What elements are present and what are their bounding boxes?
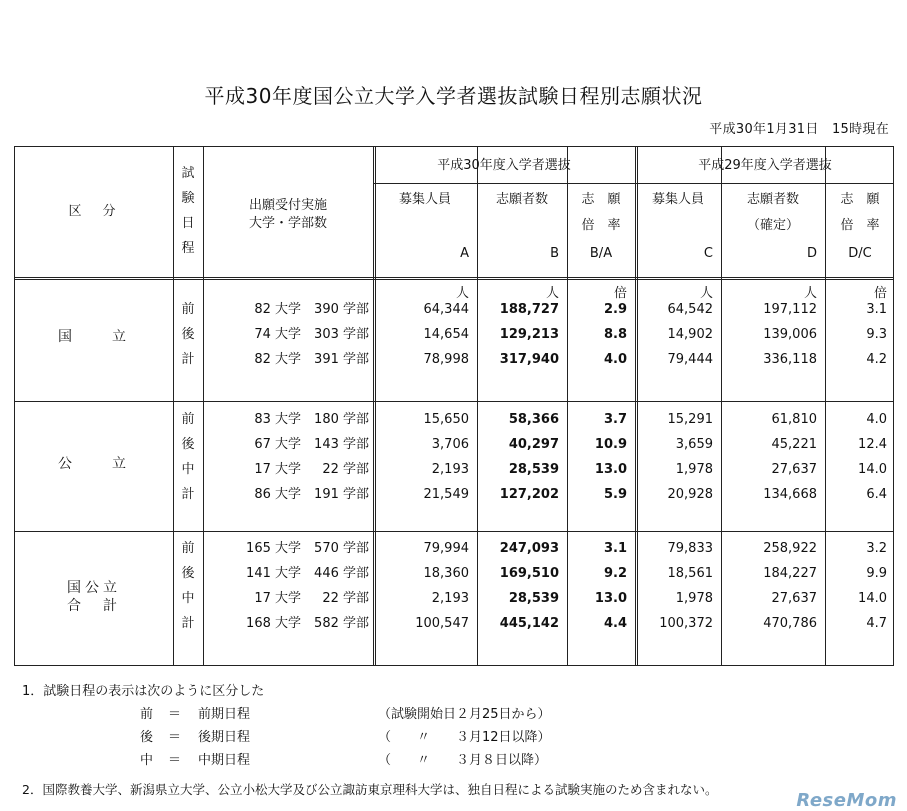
- cell-dc: 6.4: [866, 487, 887, 502]
- schedule-mark: 後: [181, 327, 195, 342]
- header-shiken-2: 験: [181, 191, 195, 206]
- schedule-mark: 前: [181, 412, 195, 427]
- cell-a: 15,650: [423, 412, 469, 427]
- cell-d: 258,922: [763, 541, 817, 556]
- schedule-mark: 後: [181, 437, 195, 452]
- cell-dc: 4.0: [866, 412, 887, 427]
- schedule-mark: 中: [181, 462, 195, 477]
- daigaku-count: 17 大学: [254, 591, 301, 606]
- cell-d: 134,668: [763, 487, 817, 502]
- gakubu-count: 582 学部: [314, 616, 369, 631]
- header-shigan-d: 志願者数: [746, 192, 799, 207]
- header-shiken-1: 試: [181, 166, 195, 181]
- header-shiken-3: 日: [181, 216, 195, 231]
- cell-ba: 5.9: [603, 487, 627, 502]
- cell-d: 139,006: [763, 327, 817, 342]
- header-col-c: C: [703, 246, 713, 261]
- cell-a: 2,193: [431, 462, 469, 477]
- cell-b: 129,213: [499, 327, 559, 342]
- legend-detail: （ 〃 ３月８日以降）: [378, 753, 548, 768]
- legend-mark: 後: [140, 730, 154, 745]
- cell-c: 100,372: [659, 616, 713, 631]
- grid-line: [15, 531, 893, 532]
- cell-dc: 14.0: [858, 462, 887, 477]
- legend-eq: ＝: [168, 707, 182, 722]
- legend-label: 後期日程: [198, 730, 251, 745]
- cell-ba: 13.0: [594, 591, 627, 606]
- cell-ba: 8.8: [603, 327, 627, 342]
- daigaku-count: 83 大学: [254, 412, 301, 427]
- cell-d: 27,637: [771, 591, 817, 606]
- page-title: 平成30年度国公立大学入学者選抜試験日程別志願状況: [204, 84, 703, 108]
- cell-b: 127,202: [499, 487, 559, 502]
- cell-d: 45,221: [771, 437, 817, 452]
- header-kakutei: （確定）: [746, 218, 799, 233]
- header-col-b: B: [550, 246, 559, 261]
- application-status-table: [14, 146, 894, 666]
- cell-b: 58,366: [508, 412, 559, 427]
- note-1: 1．試験日程の表示は次のように区分した: [22, 684, 265, 699]
- cell-d: 197,112: [763, 302, 817, 317]
- cell-ba: 13.0: [594, 462, 627, 477]
- grid-line: [15, 277, 893, 280]
- cell-a: 18,360: [423, 566, 469, 581]
- legend-mark: 中: [140, 753, 154, 768]
- cell-b: 40,297: [508, 437, 559, 452]
- cell-c: 64,542: [667, 302, 713, 317]
- cell-b: 247,093: [499, 541, 559, 556]
- grid-line: [373, 147, 376, 665]
- cell-c: 1,978: [675, 462, 713, 477]
- cell-ba: 4.0: [603, 352, 627, 367]
- gakubu-count: 22 学部: [322, 462, 369, 477]
- legend-eq: ＝: [168, 730, 182, 745]
- legend-eq: ＝: [168, 753, 182, 768]
- daigaku-count: 67 大学: [254, 437, 301, 452]
- unit-c: 人: [699, 286, 713, 301]
- cell-b: 317,940: [499, 352, 559, 367]
- cell-a: 2,193: [431, 591, 469, 606]
- daigaku-count: 17 大学: [254, 462, 301, 477]
- schedule-mark: 前: [181, 541, 195, 556]
- cell-a: 3,706: [431, 437, 469, 452]
- cell-b: 28,539: [508, 462, 559, 477]
- cell-d: 336,118: [763, 352, 817, 367]
- daigaku-count: 168 大学: [246, 616, 301, 631]
- cell-c: 20,928: [667, 487, 713, 502]
- header-col-dc: D/C: [848, 246, 872, 261]
- group-name: 国 立: [58, 329, 130, 345]
- cell-c: 79,833: [667, 541, 713, 556]
- group-name: 国公立: [67, 580, 121, 596]
- group-name: 公 立: [58, 456, 130, 472]
- unit-a: 人: [455, 286, 469, 301]
- daigaku-count: 82 大学: [254, 352, 301, 367]
- header-bairitsu-dc-2: 倍 率: [840, 218, 880, 233]
- unit-d: 人: [803, 286, 817, 301]
- header-shiken-4: 程: [181, 241, 195, 256]
- cell-c: 79,444: [667, 352, 713, 367]
- cell-b: 445,142: [499, 616, 559, 631]
- cell-dc: 12.4: [858, 437, 887, 452]
- header-bairitsu-ba-1: 志 願: [581, 192, 621, 207]
- cell-a: 78,998: [423, 352, 469, 367]
- grid-line: [635, 147, 638, 665]
- gakubu-count: 570 学部: [314, 541, 369, 556]
- gakubu-count: 303 学部: [314, 327, 369, 342]
- header-boshu-c: 募集人員: [651, 192, 704, 207]
- header-jisshi-line2: 大学・学部数: [248, 216, 327, 231]
- schedule-mark: 中: [181, 591, 195, 606]
- resemom-logo: ReseMom: [796, 790, 897, 811]
- daigaku-count: 86 大学: [254, 487, 301, 502]
- header-h30-group: 平成30年度入学者選抜: [437, 158, 571, 173]
- cell-d: 470,786: [763, 616, 817, 631]
- cell-a: 21,549: [423, 487, 469, 502]
- gakubu-count: 143 学部: [314, 437, 369, 452]
- legend-label: 中期日程: [198, 753, 251, 768]
- gakubu-count: 391 学部: [314, 352, 369, 367]
- header-col-ba: B/A: [589, 246, 613, 261]
- grid-line: [173, 147, 174, 665]
- cell-ba: 2.9: [603, 302, 627, 317]
- cell-b: 169,510: [499, 566, 559, 581]
- schedule-mark: 後: [181, 566, 195, 581]
- daigaku-count: 82 大学: [254, 302, 301, 317]
- gakubu-count: 22 学部: [322, 591, 369, 606]
- gakubu-count: 191 学部: [314, 487, 369, 502]
- grid-line: [477, 147, 478, 665]
- schedule-mark: 計: [181, 352, 195, 367]
- daigaku-count: 74 大学: [254, 327, 301, 342]
- gakubu-count: 180 学部: [314, 412, 369, 427]
- header-bairitsu-dc-1: 志 願: [840, 192, 880, 207]
- as-of-date: 平成30年1月31日 15時現在: [709, 122, 889, 137]
- cell-ba: 10.9: [594, 437, 627, 452]
- cell-d: 27,637: [771, 462, 817, 477]
- cell-c: 14,902: [667, 327, 713, 342]
- daigaku-count: 165 大学: [246, 541, 301, 556]
- cell-dc: 14.0: [858, 591, 887, 606]
- grid-line: [373, 183, 893, 184]
- schedule-mark: 計: [181, 487, 195, 502]
- cell-dc: 4.2: [866, 352, 887, 367]
- header-col-a: A: [460, 246, 469, 261]
- unit-dc: 倍: [873, 286, 887, 301]
- unit-b: 人: [545, 286, 559, 301]
- note-2: 2．国際教養大学、新潟県立大学、公立小松大学及び公立諏訪東京理科大学は、独自日程による試験実施のため含まれない。: [22, 782, 718, 797]
- cell-a: 100,547: [415, 616, 469, 631]
- group-name: 合 計: [67, 598, 121, 614]
- cell-d: 61,810: [771, 412, 817, 427]
- cell-ba: 9.2: [603, 566, 627, 581]
- cell-b: 188,727: [499, 302, 559, 317]
- header-kubun: 区 分: [68, 204, 120, 219]
- schedule-mark: 計: [181, 616, 195, 631]
- header-col-d: D: [806, 246, 817, 261]
- cell-a: 79,994: [423, 541, 469, 556]
- cell-a: 64,344: [423, 302, 469, 317]
- cell-ba: 4.4: [603, 616, 627, 631]
- header-h29-group: 平成29年度入学者選抜: [698, 158, 832, 173]
- legend-detail: （試験開始日２月25日から）: [378, 707, 551, 722]
- cell-dc: 9.9: [866, 566, 887, 581]
- header-jisshi-line1: 出願受付実施: [248, 198, 327, 213]
- header-shigan-b: 志願者数: [495, 192, 548, 207]
- cell-ba: 3.7: [603, 412, 627, 427]
- cell-c: 18,561: [667, 566, 713, 581]
- cell-dc: 9.3: [866, 327, 887, 342]
- legend-mark: 前: [140, 707, 154, 722]
- daigaku-count: 141 大学: [246, 566, 301, 581]
- gakubu-count: 446 学部: [314, 566, 369, 581]
- cell-b: 28,539: [508, 591, 559, 606]
- cell-dc: 3.2: [866, 541, 887, 556]
- cell-c: 3,659: [675, 437, 713, 452]
- cell-c: 15,291: [667, 412, 713, 427]
- legend-detail: （ 〃 ３月12日以降）: [378, 730, 551, 745]
- unit-ba: 倍: [613, 286, 627, 301]
- cell-a: 14,654: [423, 327, 469, 342]
- cell-dc: 3.1: [866, 302, 887, 317]
- cell-dc: 4.7: [866, 616, 887, 631]
- cell-d: 184,227: [763, 566, 817, 581]
- legend-label: 前期日程: [198, 707, 251, 722]
- header-boshu-a: 募集人員: [398, 192, 451, 207]
- header-bairitsu-ba-2: 倍 率: [581, 218, 621, 233]
- gakubu-count: 390 学部: [314, 302, 369, 317]
- grid-line: [15, 401, 893, 402]
- cell-c: 1,978: [675, 591, 713, 606]
- cell-ba: 3.1: [603, 541, 627, 556]
- schedule-mark: 前: [181, 302, 195, 317]
